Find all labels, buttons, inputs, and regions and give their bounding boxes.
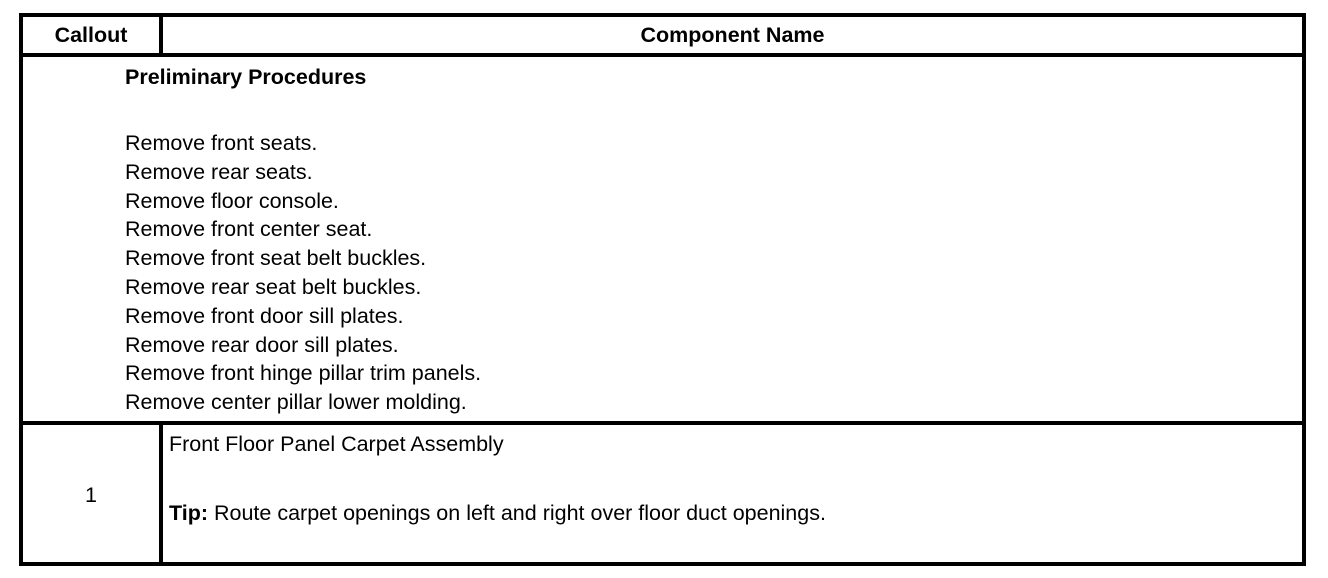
list-item: Remove rear seats. — [125, 159, 313, 184]
component-name: Front Floor Panel Carpet Assembly — [169, 432, 504, 456]
table-top-border — [19, 13, 1306, 17]
list-item: Remove rear seat belt buckles. — [125, 274, 422, 299]
list-item: Remove front door sill plates. — [125, 303, 404, 328]
preliminary-steps-list — [125, 129, 481, 417]
preliminary-bottom-border — [19, 421, 1306, 425]
table-bottom-border — [19, 562, 1306, 566]
callout-number: 1 — [85, 483, 97, 507]
tip-line — [169, 499, 826, 528]
list-item: Remove front center seat. — [125, 217, 373, 242]
list-item: Remove floor console. — [125, 188, 339, 213]
table-right-border — [1302, 13, 1306, 566]
list-item: Remove front seat belt buckles. — [125, 246, 427, 271]
component-name-header: Component Name — [640, 23, 825, 47]
list-item: Remove front seats. — [125, 131, 318, 155]
list-item: Remove front hinge pillar trim panels. — [125, 361, 482, 386]
tip-label: Tip: — [169, 501, 209, 525]
row-column-divider — [159, 421, 163, 566]
list-item: Remove rear door sill plates. — [125, 332, 399, 357]
list-item: Remove center pillar lower molding. — [125, 390, 467, 415]
preliminary-title: Preliminary Procedures — [125, 65, 367, 89]
callout-header: Callout — [54, 23, 128, 47]
header-bottom-border — [19, 53, 1306, 57]
tip-text: Route carpet openings on left and right over floor duct openings. — [208, 501, 826, 525]
